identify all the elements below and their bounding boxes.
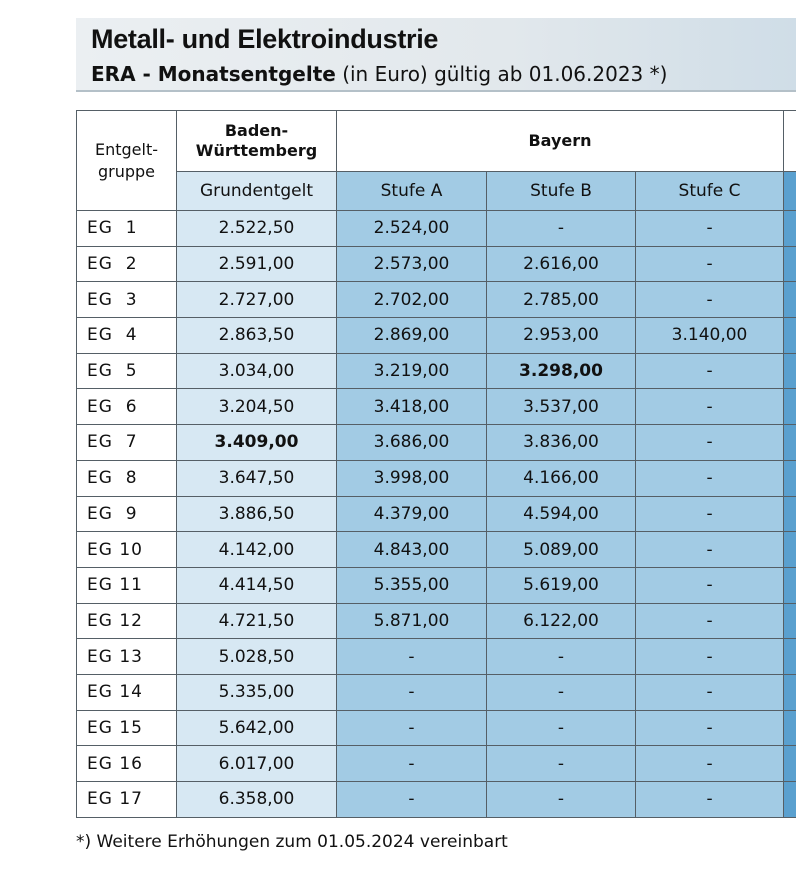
header-grundentgelt: Grundentgelt xyxy=(177,172,337,211)
cell-eg: EG 16 xyxy=(77,746,177,782)
cell-stufe-a: - xyxy=(337,782,487,818)
cell-stufe-b: 4.166,00 xyxy=(487,460,636,496)
cell-stufe-a: 4.843,00 xyxy=(337,532,487,568)
cell-edge xyxy=(784,318,796,354)
cell-stufe-c: - xyxy=(636,211,784,247)
cell-eg: EG 11 xyxy=(77,567,177,603)
cell-stufe-b: 2.616,00 xyxy=(487,246,636,282)
cell-eg: EG 15 xyxy=(77,710,177,746)
table-row xyxy=(77,782,796,818)
cell-eg: EG 14 xyxy=(77,674,177,710)
header-bayern: Bayern xyxy=(337,111,784,172)
cell-stufe-c: - xyxy=(636,353,784,389)
cell-edge xyxy=(784,746,796,782)
cell-eg: EG 8 xyxy=(77,460,177,496)
table-row xyxy=(77,567,796,603)
cell-eg: EG 17 xyxy=(77,782,177,818)
cell-bw: 5.335,00 xyxy=(177,674,337,710)
cell-bw: 2.727,00 xyxy=(177,282,337,318)
table-row xyxy=(77,746,796,782)
cell-stufe-b: - xyxy=(487,746,636,782)
table-row xyxy=(77,425,796,461)
cell-bw: 4.142,00 xyxy=(177,532,337,568)
cell-bw: 2.863,50 xyxy=(177,318,337,354)
cell-edge xyxy=(784,246,796,282)
cell-stufe-a: 5.355,00 xyxy=(337,567,487,603)
cell-stufe-c: - xyxy=(636,710,784,746)
footnote: *) Weitere Erhöhungen zum 01.05.2024 vereinbart xyxy=(76,832,508,852)
cell-stufe-c: - xyxy=(636,389,784,425)
salary-table xyxy=(76,110,796,818)
cell-stufe-a: 4.379,00 xyxy=(337,496,487,532)
cell-stufe-a: 3.219,00 xyxy=(337,353,487,389)
cell-eg: EG 6 xyxy=(77,389,177,425)
title-banner xyxy=(76,18,796,92)
cell-stufe-a: 5.871,00 xyxy=(337,603,487,639)
cell-bw: 4.414,50 xyxy=(177,567,337,603)
table-row xyxy=(77,282,796,318)
table-row xyxy=(77,639,796,675)
cell-stufe-a: - xyxy=(337,746,487,782)
cell-bw: 5.642,00 xyxy=(177,710,337,746)
cell-bw: 6.358,00 xyxy=(177,782,337,818)
cell-eg: EG 7 xyxy=(77,425,177,461)
cell-bw: 2.591,00 xyxy=(177,246,337,282)
cell-stufe-a: 3.998,00 xyxy=(337,460,487,496)
header-stufe-b: Stufe B xyxy=(487,172,636,211)
cell-edge xyxy=(784,532,796,568)
cell-edge xyxy=(784,389,796,425)
cell-edge xyxy=(784,567,796,603)
cell-stufe-b: - xyxy=(487,782,636,818)
cell-stufe-a: - xyxy=(337,674,487,710)
table-row xyxy=(77,674,796,710)
cell-stufe-c: - xyxy=(636,603,784,639)
cell-stufe-c: - xyxy=(636,246,784,282)
table-row xyxy=(77,211,796,247)
header-stufe-c: Stufe C xyxy=(636,172,784,211)
subtitle-rest: (in Euro) gültig ab 01.06.2023 *) xyxy=(335,62,668,86)
cell-edge xyxy=(784,460,796,496)
cell-stufe-a: 2.869,00 xyxy=(337,318,487,354)
cell-edge xyxy=(784,782,796,818)
cell-eg: EG 13 xyxy=(77,639,177,675)
cell-stufe-b: 6.122,00 xyxy=(487,603,636,639)
title-underline xyxy=(76,90,796,92)
header-entgeltgruppe: Entgelt- gruppe xyxy=(77,111,177,211)
cell-stufe-b: 5.619,00 xyxy=(487,567,636,603)
cell-stufe-b: 2.953,00 xyxy=(487,318,636,354)
cell-stufe-a: - xyxy=(337,710,487,746)
cell-stufe-c: - xyxy=(636,460,784,496)
page-title: Metall- und Elektroindustrie xyxy=(91,24,439,54)
cell-stufe-b: 4.594,00 xyxy=(487,496,636,532)
cell-stufe-b: - xyxy=(487,639,636,675)
cell-bw: 6.017,00 xyxy=(177,746,337,782)
cell-stufe-c: - xyxy=(636,746,784,782)
cell-edge xyxy=(784,496,796,532)
cell-eg: EG 3 xyxy=(77,282,177,318)
cell-bw: 3.886,50 xyxy=(177,496,337,532)
cell-eg: EG 2 xyxy=(77,246,177,282)
cell-stufe-b: 3.836,00 xyxy=(487,425,636,461)
table-row xyxy=(77,710,796,746)
table-row xyxy=(77,532,796,568)
cell-stufe-a: 3.418,00 xyxy=(337,389,487,425)
cell-stufe-a: 2.702,00 xyxy=(337,282,487,318)
cell-stufe-a: 2.524,00 xyxy=(337,211,487,247)
cell-stufe-c: - xyxy=(636,532,784,568)
cell-bw: 5.028,50 xyxy=(177,639,337,675)
table-row xyxy=(77,603,796,639)
cell-stufe-c: - xyxy=(636,282,784,318)
table-row xyxy=(77,460,796,496)
cell-eg: EG 5 xyxy=(77,353,177,389)
subtitle-bold: ERA - Monatsentgelte xyxy=(91,62,336,86)
cell-edge xyxy=(784,425,796,461)
header-stufe-a: Stufe A xyxy=(337,172,487,211)
cell-bw: 3.647,50 xyxy=(177,460,337,496)
header-edge-sub xyxy=(784,172,796,211)
cell-bw: 2.522,50 xyxy=(177,211,337,247)
cell-eg: EG 1 xyxy=(77,211,177,247)
cell-stufe-b: - xyxy=(487,710,636,746)
page-subtitle xyxy=(91,62,667,86)
cell-stufe-c: - xyxy=(636,496,784,532)
cell-edge xyxy=(784,674,796,710)
cell-stufe-a: 3.686,00 xyxy=(337,425,487,461)
cell-eg: EG 4 xyxy=(77,318,177,354)
cell-bw: 3.409,00 xyxy=(177,425,337,461)
cell-stufe-b: - xyxy=(487,211,636,247)
cell-bw: 4.721,50 xyxy=(177,603,337,639)
cell-stufe-c: - xyxy=(636,639,784,675)
cell-stufe-c: - xyxy=(636,425,784,461)
cell-bw: 3.204,50 xyxy=(177,389,337,425)
table-row xyxy=(77,496,796,532)
table-row xyxy=(77,389,796,425)
cell-stufe-c: - xyxy=(636,782,784,818)
cell-stufe-c: 3.140,00 xyxy=(636,318,784,354)
cell-stufe-c: - xyxy=(636,674,784,710)
cell-eg: EG 12 xyxy=(77,603,177,639)
cell-stufe-b: 3.537,00 xyxy=(487,389,636,425)
cell-stufe-a: 2.573,00 xyxy=(337,246,487,282)
cell-stufe-c: - xyxy=(636,567,784,603)
cell-eg: EG 10 xyxy=(77,532,177,568)
cell-stufe-b: 2.785,00 xyxy=(487,282,636,318)
cell-stufe-b: 3.298,00 xyxy=(487,353,636,389)
cell-stufe-a: - xyxy=(337,639,487,675)
cell-bw: 3.034,00 xyxy=(177,353,337,389)
cell-edge xyxy=(784,211,796,247)
cell-stufe-b: 5.089,00 xyxy=(487,532,636,568)
cell-edge xyxy=(784,639,796,675)
header-baden-wuerttemberg: Baden- Württemberg xyxy=(177,111,337,172)
table-row xyxy=(77,246,796,282)
table-row xyxy=(77,318,796,354)
table-row xyxy=(77,353,796,389)
header-edge xyxy=(784,111,796,172)
cell-edge xyxy=(784,282,796,318)
cell-stufe-b: - xyxy=(487,674,636,710)
cell-edge xyxy=(784,603,796,639)
cell-edge xyxy=(784,710,796,746)
cell-edge xyxy=(784,353,796,389)
cell-eg: EG 9 xyxy=(77,496,177,532)
